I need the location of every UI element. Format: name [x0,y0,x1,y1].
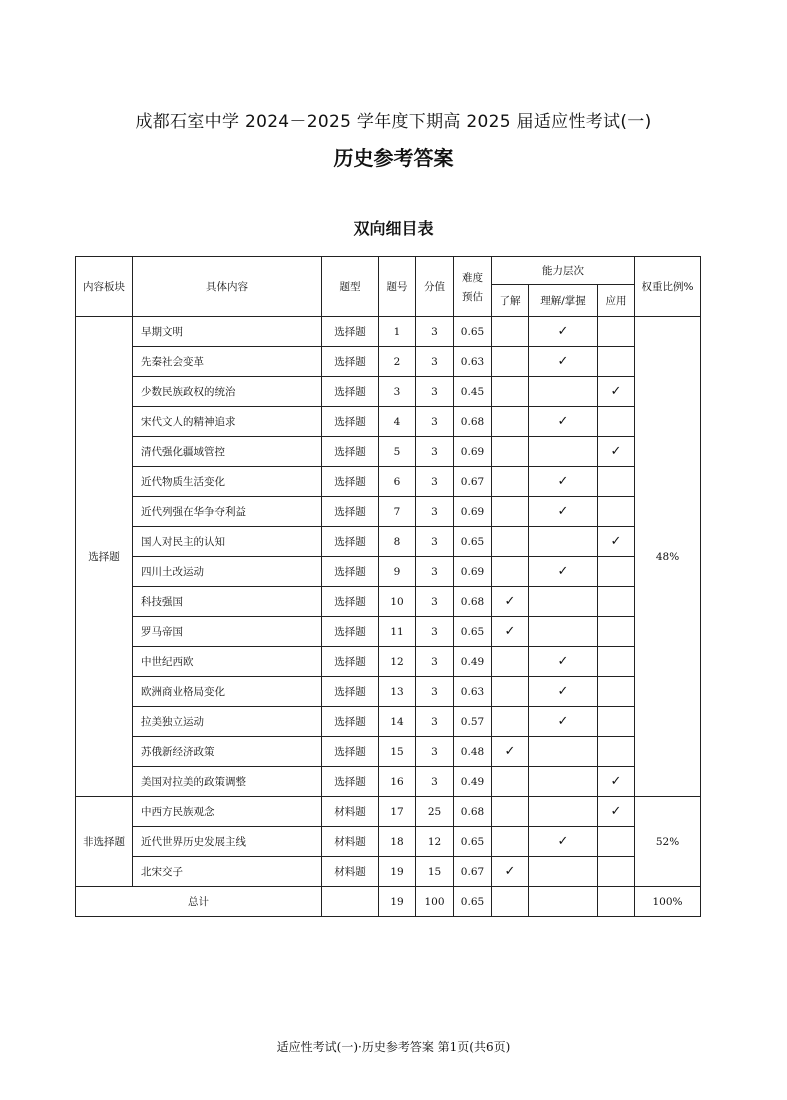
row-score: 3 [416,557,454,587]
row-type: 选择题 [322,557,379,587]
row-type: 选择题 [322,617,379,647]
row-number: 3 [379,377,416,407]
row-type: 材料题 [322,827,379,857]
table-row [76,767,701,797]
row-content: 少数民族政权的统治 [133,377,322,407]
group-weight-choice: 48% [635,317,701,797]
row-ability-understand: ✓ [492,737,529,767]
row-score: 3 [416,497,454,527]
row-ability-understand [492,557,529,587]
row-type: 选择题 [322,347,379,377]
row-content: 中西方民族观念 [133,797,322,827]
table-row [76,347,701,377]
table-row [76,647,701,677]
row-number: 8 [379,527,416,557]
row-ability-apply: ✓ [598,797,635,827]
row-type: 选择题 [322,527,379,557]
group-weight-nonchoice: 52% [635,797,701,887]
header-ability-apply: 应用 [598,285,635,317]
row-ability-apply [598,857,635,887]
row-type: 选择题 [322,437,379,467]
row-score: 3 [416,617,454,647]
row-difficulty: 0.65 [454,317,492,347]
row-score: 25 [416,797,454,827]
row-ability-apply [598,347,635,377]
row-ability-apply: ✓ [598,377,635,407]
table-row [76,617,701,647]
row-difficulty: 0.68 [454,587,492,617]
total-weight: 100% [635,887,701,917]
row-score: 3 [416,377,454,407]
row-number: 5 [379,437,416,467]
row-ability-apply [598,467,635,497]
row-ability-apply [598,647,635,677]
row-ability-apply [598,557,635,587]
total-ability-understand [492,887,529,917]
table-row [76,377,701,407]
row-score: 3 [416,647,454,677]
row-ability-master: ✓ [529,407,598,437]
row-content: 中世纪西欧 [133,647,322,677]
row-ability-understand [492,377,529,407]
table-row [76,557,701,587]
total-row [76,887,701,917]
row-ability-apply [598,737,635,767]
page-footer: 适应性考试(一)·历史参考答案 第1页(共6页) [276,1040,511,1054]
row-difficulty: 0.65 [454,827,492,857]
header-ability-master: 理解/掌握 [529,285,598,317]
total-difficulty: 0.65 [454,887,492,917]
header-type: 题型 [322,257,379,317]
row-content: 拉美独立运动 [133,707,322,737]
row-ability-understand [492,827,529,857]
header-difficulty-line2: 预估 [462,290,483,303]
row-score: 3 [416,467,454,497]
row-number: 19 [379,857,416,887]
table-row [76,797,701,827]
table-row [76,587,701,617]
row-content: 近代世界历史发展主线 [133,827,322,857]
row-difficulty: 0.69 [454,557,492,587]
header-number: 题号 [379,257,416,317]
table-row [76,857,701,887]
row-ability-understand [492,467,529,497]
row-ability-understand: ✓ [492,857,529,887]
row-type: 选择题 [322,377,379,407]
row-type: 选择题 [322,497,379,527]
header-ability-understand: 了解 [492,285,529,317]
row-ability-apply: ✓ [598,767,635,797]
header-weight: 权重比例% [635,257,701,317]
row-ability-apply [598,827,635,857]
row-number: 1 [379,317,416,347]
row-type: 选择题 [322,767,379,797]
row-ability-master: ✓ [529,647,598,677]
row-difficulty: 0.68 [454,407,492,437]
row-score: 12 [416,827,454,857]
row-score: 3 [416,677,454,707]
row-ability-apply [598,407,635,437]
row-type: 选择题 [322,677,379,707]
row-difficulty: 0.63 [454,347,492,377]
row-difficulty: 0.68 [454,797,492,827]
row-ability-master: ✓ [529,707,598,737]
row-content: 罗马帝国 [133,617,322,647]
row-ability-master: ✓ [529,347,598,377]
row-content: 苏俄新经济政策 [133,737,322,767]
row-ability-understand [492,317,529,347]
row-type: 选择题 [322,407,379,437]
row-number: 10 [379,587,416,617]
table-row [76,437,701,467]
row-type: 选择题 [322,737,379,767]
row-ability-understand [492,527,529,557]
header-difficulty [454,257,492,317]
row-ability-understand [492,647,529,677]
row-ability-apply [598,317,635,347]
table-row [76,677,701,707]
row-ability-understand [492,497,529,527]
header-score: 分值 [416,257,454,317]
row-type: 选择题 [322,467,379,497]
table-title: 双向细目表 [353,219,434,238]
row-ability-understand [492,677,529,707]
row-ability-master [529,527,598,557]
row-ability-master [529,377,598,407]
row-number: 13 [379,677,416,707]
row-difficulty: 0.67 [454,857,492,887]
row-ability-master: ✓ [529,557,598,587]
row-score: 3 [416,737,454,767]
row-ability-master: ✓ [529,497,598,527]
row-ability-master [529,797,598,827]
row-ability-understand [492,767,529,797]
row-ability-apply [598,707,635,737]
header-difficulty-line1: 难度 [462,271,483,284]
row-number: 12 [379,647,416,677]
row-content: 宋代文人的精神追求 [133,407,322,437]
table-row [76,317,701,347]
row-number: 9 [379,557,416,587]
row-number: 6 [379,467,416,497]
row-content: 四川土改运动 [133,557,322,587]
total-type [322,887,379,917]
row-difficulty: 0.45 [454,377,492,407]
row-content: 早期文明 [133,317,322,347]
row-ability-understand [492,707,529,737]
row-content: 近代列强在华争夺利益 [133,497,322,527]
row-type: 选择题 [322,587,379,617]
row-difficulty: 0.49 [454,647,492,677]
row-ability-master: ✓ [529,467,598,497]
total-ability-apply [598,887,635,917]
row-ability-apply [598,497,635,527]
group-label-choice: 选择题 [76,317,133,797]
row-difficulty: 0.65 [454,527,492,557]
row-score: 3 [416,707,454,737]
table-row [76,497,701,527]
row-number: 4 [379,407,416,437]
row-ability-understand [492,797,529,827]
row-number: 17 [379,797,416,827]
row-content: 北宋交子 [133,857,322,887]
total-ability-master [529,887,598,917]
total-label: 总计 [76,887,322,917]
row-number: 11 [379,617,416,647]
row-content: 先秦社会变革 [133,347,322,377]
row-number: 18 [379,827,416,857]
row-ability-master [529,737,598,767]
row-ability-apply: ✓ [598,437,635,467]
row-score: 3 [416,347,454,377]
row-ability-understand: ✓ [492,617,529,647]
row-ability-master [529,767,598,797]
header-content: 具体内容 [133,257,322,317]
row-score: 3 [416,527,454,557]
row-number: 2 [379,347,416,377]
header-ability: 能力层次 [492,257,635,285]
row-score: 3 [416,587,454,617]
row-difficulty: 0.65 [454,617,492,647]
row-ability-apply [598,677,635,707]
row-ability-master [529,437,598,467]
row-score: 3 [416,767,454,797]
document-subtitle: 历史参考答案 [333,146,454,170]
row-difficulty: 0.69 [454,497,492,527]
row-difficulty: 0.49 [454,767,492,797]
row-score: 3 [416,407,454,437]
row-score: 3 [416,437,454,467]
table-row [76,827,701,857]
row-ability-master: ✓ [529,827,598,857]
row-ability-understand [492,437,529,467]
row-score: 3 [416,317,454,347]
specification-table [75,256,701,917]
row-number: 15 [379,737,416,767]
header-row [76,257,701,285]
row-difficulty: 0.57 [454,707,492,737]
table-row [76,527,701,557]
row-type: 材料题 [322,857,379,887]
row-difficulty: 0.69 [454,437,492,467]
row-number: 7 [379,497,416,527]
group-label-nonchoice: 非选择题 [76,797,133,887]
row-ability-understand [492,347,529,377]
row-ability-master [529,617,598,647]
document-title: 成都石室中学 2024－2025 学年度下期高 2025 届适应性考试(一) [135,112,652,132]
row-number: 14 [379,707,416,737]
table-row [76,737,701,767]
row-content: 欧洲商业格局变化 [133,677,322,707]
row-type: 选择题 [322,707,379,737]
row-type: 选择题 [322,317,379,347]
row-ability-understand: ✓ [492,587,529,617]
row-type: 选择题 [322,647,379,677]
row-difficulty: 0.63 [454,677,492,707]
row-content: 近代物质生活变化 [133,467,322,497]
row-content: 国人对民主的认知 [133,527,322,557]
row-ability-apply: ✓ [598,527,635,557]
row-ability-master [529,587,598,617]
total-number: 19 [379,887,416,917]
row-content: 科技强国 [133,587,322,617]
table-row [76,467,701,497]
table-row [76,707,701,737]
row-ability-understand [492,407,529,437]
row-ability-apply [598,587,635,617]
row-ability-master [529,857,598,887]
row-content: 清代强化疆域管控 [133,437,322,467]
row-ability-apply [598,617,635,647]
header-block: 内容板块 [76,257,133,317]
row-score: 15 [416,857,454,887]
row-ability-master: ✓ [529,317,598,347]
row-difficulty: 0.48 [454,737,492,767]
row-number: 16 [379,767,416,797]
row-ability-master: ✓ [529,677,598,707]
row-difficulty: 0.67 [454,467,492,497]
table-row [76,407,701,437]
row-type: 材料题 [322,797,379,827]
row-content: 美国对拉美的政策调整 [133,767,322,797]
total-score: 100 [416,887,454,917]
